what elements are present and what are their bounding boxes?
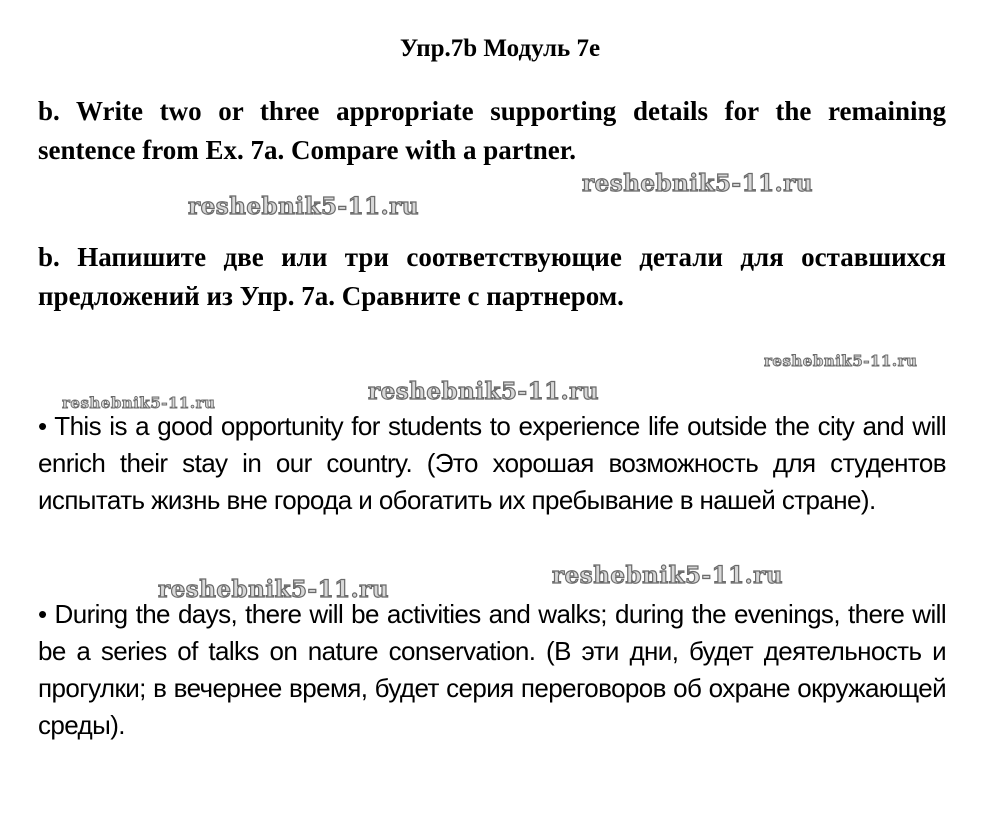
task-english: b. Write two or three appropriate supporting details for the remaining sentence from Ex. 7a. Compare with a partner. — [38, 96, 946, 165]
watermark: reshebnik5-11.ru — [188, 193, 419, 220]
watermark: reshebnik5-11.ru — [582, 170, 813, 197]
answer-item: • During the days, there will be activities and walks; during the evenings, there will be a series of talks on nature conservation. (В эти дни, будет деятельность и прогулки; в вечернее время, будет серия переговоров об охране окружающей среды). — [38, 599, 946, 740]
watermark: reshebnik5-11.ru — [552, 562, 783, 589]
task-russian: b. Напишите две или три соответствующие детали для оставшихся предложений из Упр. 7a. Сравните с партнером. — [38, 242, 946, 311]
answer-item: • This is a good opportunity for students to experience life outside the city and will enrich their stay in our country. (Это хорошая возможность для студентов испытать жизнь вне города и обогатить их пребывание в нашей стране). — [38, 411, 946, 515]
watermark: reshebnik5-11.ru — [62, 394, 216, 412]
page-title: Упр.7b Модуль 7e — [399, 35, 601, 62]
watermark: reshebnik5-11.ru — [158, 576, 389, 603]
watermark: reshebnik5-11.ru — [368, 378, 599, 405]
watermark: reshebnik5-11.ru — [764, 352, 918, 370]
